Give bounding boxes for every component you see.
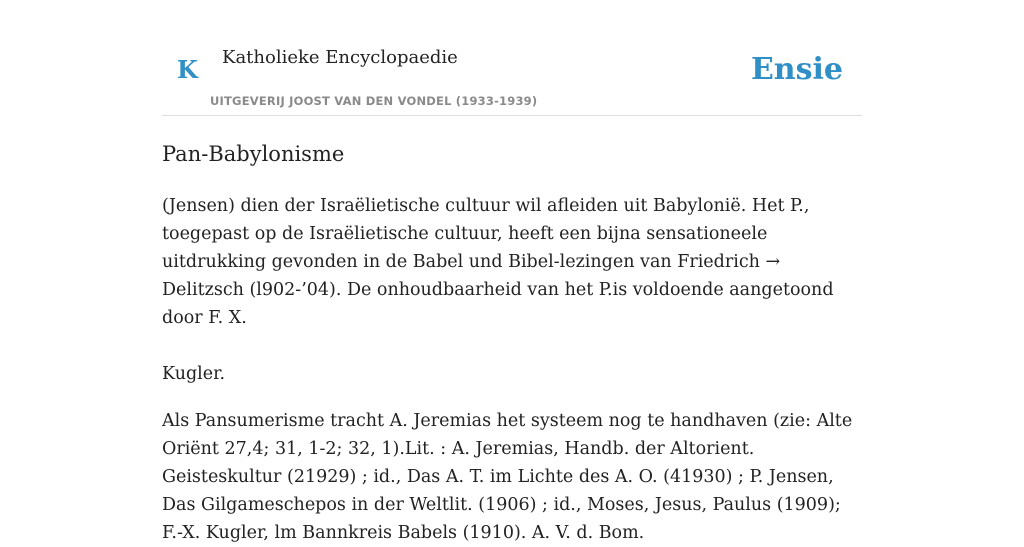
encyclopedia-logo[interactable]: K [177,55,198,84]
encyclopedia-title[interactable]: Katholieke Encyclopaedie [222,47,458,68]
publisher-subtitle: UITGEVERIJ JOOST VAN DEN VONDEL (1933-1939) [210,94,538,108]
article-paragraph: Kugler. [162,364,226,384]
article-title: Pan-Babylonisme [162,142,345,166]
site-header [162,0,862,116]
article-paragraph: (Jensen) dien der Israëlietische cultuur wil afleiden uit Babylonië. Het P., toegepast op de Israëlietische cultuur, heeft een bijna sensationeele uitdrukking gevonden in de Babel und Bibel-lezingen van Friedrich → Delitzsch (l902-’04). De onhoudbaarheid van het P.is voldoende aangetoond door F. X. [162,196,834,328]
ensie-brand-logo[interactable]: Ensie [750,52,843,87]
article-paragraph: Als Pansumerisme tracht A. Jeremias het systeem nog te handhaven (zie: Alte Oriënt 27,4; 31, 1-2; 32, 1).Lit. : A. Jeremias, Handb. der Altorient. Geisteskultur (21929) ; id., Das A. T. im Lichte des A. O. (41930) ; P. Jensen, Das Gilgameschepos in der Weltlit. (1906) ; id., Moses, Jesus, Paulus (1909); F.-X. Kugler, lm Bannkreis Babels (1910). A. V. d. Bom. [162,411,853,543]
article-body [162,138,862,547]
